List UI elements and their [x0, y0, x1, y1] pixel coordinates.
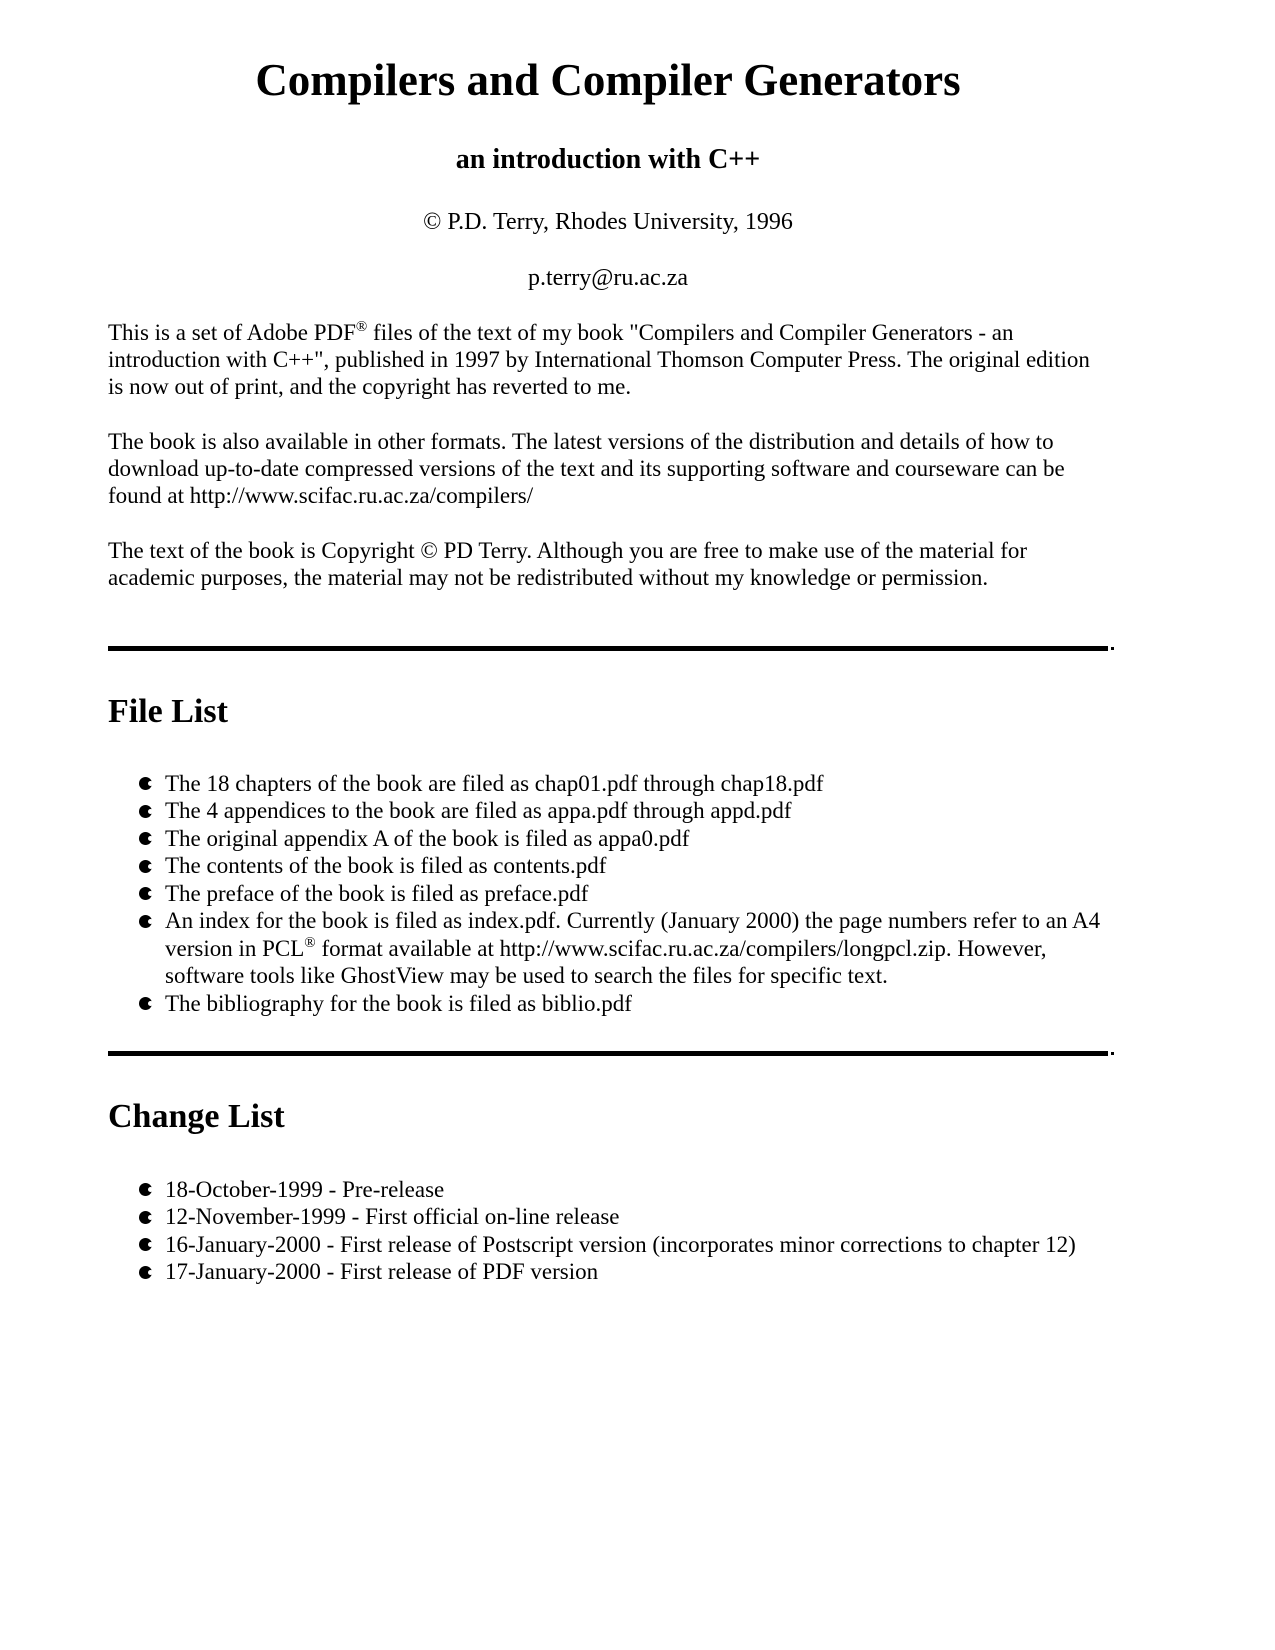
page-title: Compilers and Compiler Generators — [255, 55, 961, 105]
list-bullet-icon — [139, 1211, 152, 1224]
list-bullet-icon — [139, 997, 152, 1010]
list-bullet-icon — [139, 860, 152, 873]
file-list-item — [108, 797, 1108, 825]
file-list-item — [108, 825, 1108, 853]
file-list-item-text: The preface of the book is filed as preface.pdf — [165, 880, 589, 906]
file-list-item-text: The original appendix A of the book is filed as appa0.pdf — [165, 825, 690, 851]
change-list-item — [108, 1258, 1108, 1286]
list-bullet-icon — [139, 1238, 152, 1251]
intro-paragraph-1-text: This is a set of Adobe PDF — [108, 319, 356, 345]
file-list-item — [108, 880, 1108, 908]
change-list-item — [108, 1203, 1108, 1231]
file-list-item-text-cont: format available at http://www.scifac.ru.ac.za/compilers/longpcl.zip. However, software tools like GhostView may be used to search the files for specific text. — [165, 935, 1047, 989]
page-subtitle: an introduction with C++ — [455, 143, 761, 175]
list-bullet-icon — [139, 805, 152, 818]
change-list-item-text: 16-January-2000 - First release of Postscript version (incorporates minor corrections to chapter 12) — [165, 1231, 1076, 1257]
intro-paragraph-1 — [108, 319, 1108, 400]
change-list-item-text: 17-January-2000 - First release of PDF version — [165, 1259, 599, 1285]
file-list-item-text: The bibliography for the book is filed as biblio.pdf — [165, 990, 632, 1016]
file-list — [108, 770, 1108, 1018]
file-list-item — [108, 990, 1108, 1018]
section-divider — [108, 646, 1108, 651]
registered-trademark-sup: ® — [304, 934, 316, 951]
list-bullet-icon — [139, 915, 152, 928]
file-list-item-text: The 18 chapters of the book are filed as chap01.pdf through chap18.pdf — [165, 770, 824, 796]
intro-paragraph-1-text-cont: files of the text of my book "Compilers and Compiler Generators - an introduction with C++", published in 1997 by International Thomson Computer Press. The original edition is now out of print, and the copyright has reverted to me. — [108, 319, 1090, 399]
file-list-item — [108, 907, 1108, 990]
section-divider — [108, 1051, 1108, 1056]
file-list-item — [108, 852, 1108, 880]
file-list-item-text: An index for the book is filed as index.pdf. Currently (January 2000) the page numbers refer to an A4 version in PCL — [165, 908, 1101, 961]
intro-paragraph-2: The book is also available in other formats. The latest versions of the distribution and details of how to download up-to-date compressed versions of the text and its supporting software and courseware can be found at http://www.scifac.ru.ac.za/compilers/ — [108, 428, 1065, 508]
file-list-item — [108, 770, 1108, 798]
file-list-heading: File List — [108, 692, 228, 730]
change-list-heading: Change List — [108, 1098, 285, 1136]
list-bullet-icon — [139, 887, 152, 900]
list-bullet-icon — [139, 777, 152, 790]
list-bullet-icon — [139, 1266, 152, 1279]
page-content — [108, 0, 1108, 1286]
change-list — [108, 1176, 1108, 1286]
change-list-item — [108, 1176, 1108, 1204]
intro-paragraph-3: The text of the book is Copyright © PD Terry. Although you are free to make use of the material for academic purposes, the material may not be redistributed without my knowledge or permission. — [108, 537, 1028, 590]
list-bullet-icon — [139, 832, 152, 845]
list-bullet-icon — [139, 1183, 152, 1196]
file-list-item-text: The contents of the book is filed as contents.pdf — [165, 853, 607, 879]
change-list-item-text: 12-November-1999 - First official on-line release — [165, 1204, 620, 1230]
change-list-item-text: 18-October-1999 - Pre-release — [165, 1176, 445, 1202]
registered-trademark-sup: ® — [355, 318, 368, 335]
email-address: p.terry@ru.ac.za — [527, 264, 688, 291]
change-list-item — [108, 1231, 1108, 1259]
file-list-item-text: The 4 appendices to the book are filed as appa.pdf through appd.pdf — [165, 798, 792, 824]
copyright-line: © P.D. Terry, Rhodes University, 1996 — [423, 208, 793, 235]
